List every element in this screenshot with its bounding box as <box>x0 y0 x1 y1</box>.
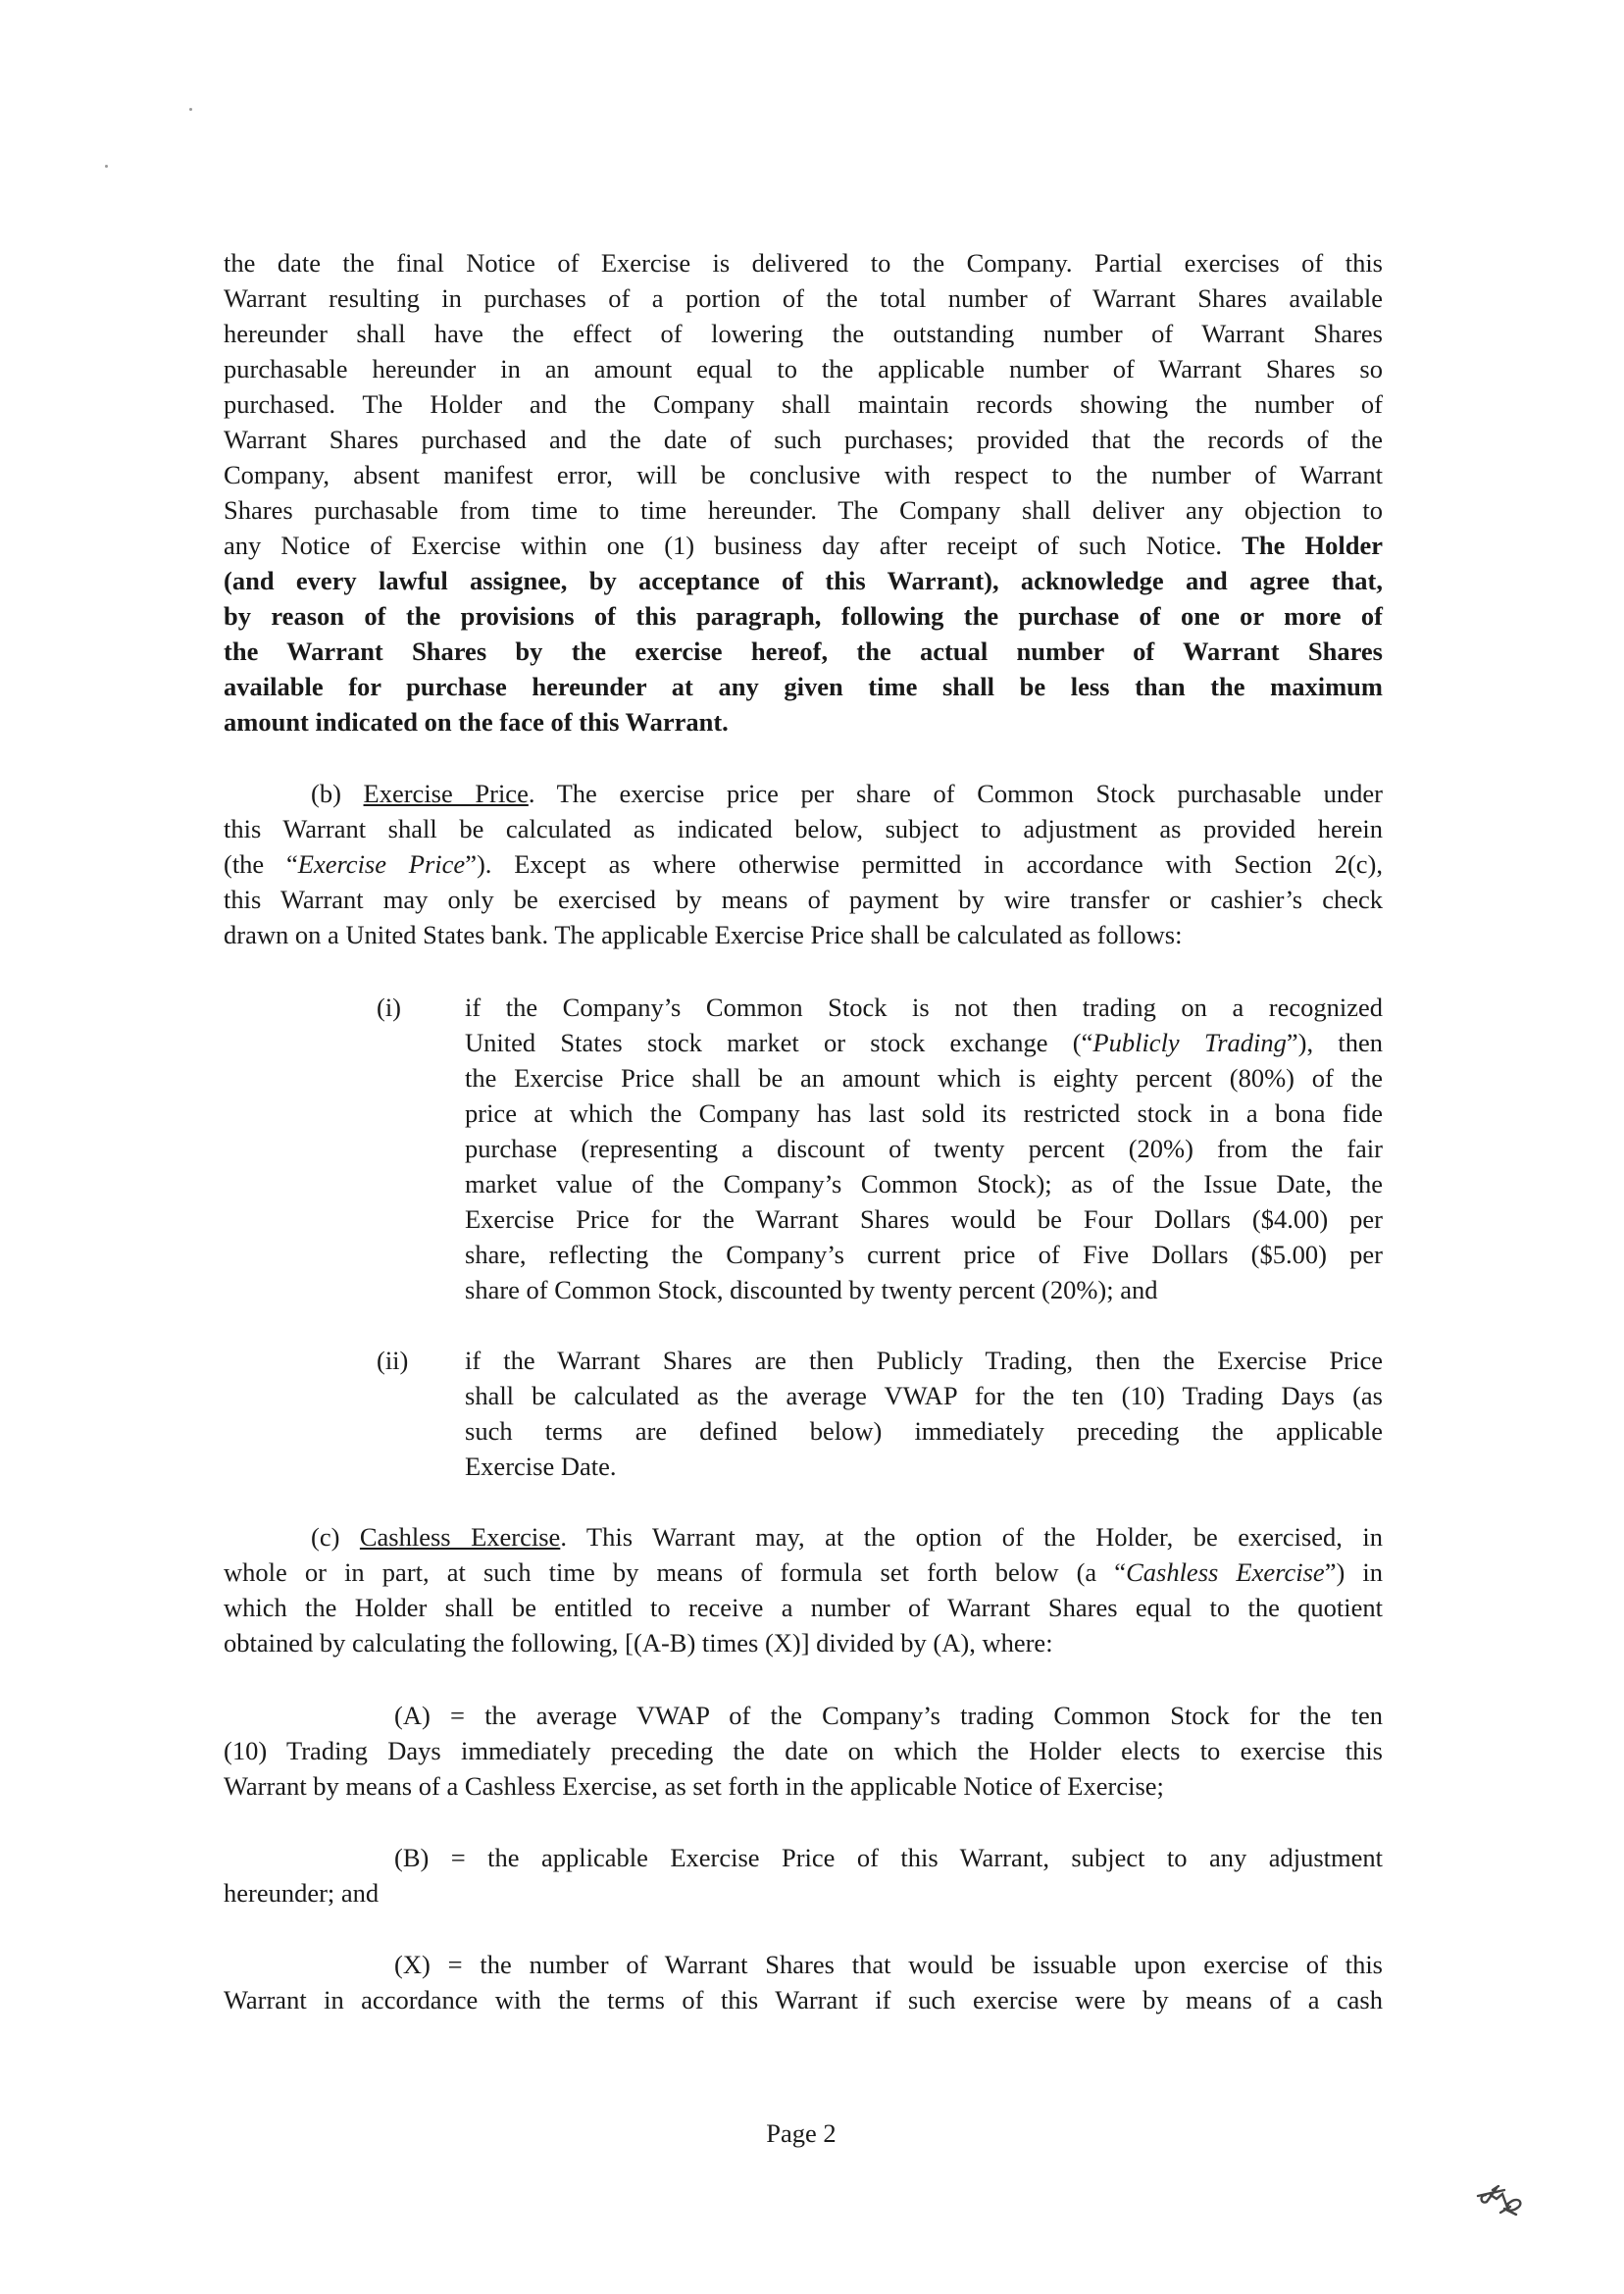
item-label: (ii) <box>377 1346 409 1375</box>
text-line: Exercise Date. <box>465 1452 617 1481</box>
text-line: share, reflecting the Company’s current price of Five Dollars ($5.00) per <box>465 1240 1383 1269</box>
text-line: (B) = the applicable Exercise Price of this Warrant, subject to any adjustment <box>394 1843 1383 1872</box>
text-line: such terms are defined below) immediately preceding the applicable <box>465 1416 1383 1446</box>
text-line: hereunder shall have the effect of lowering the outstanding number of Warrant Shares <box>224 319 1383 348</box>
section-label: (c) <box>311 1522 360 1552</box>
section-exercise-price <box>224 776 1383 952</box>
text-line: shall be calculated as the average VWAP for the ten (10) Trading Days (as <box>465 1381 1383 1410</box>
text: ”) in <box>1324 1557 1384 1587</box>
text-line: purchasable hereunder in an amount equal to the applicable number of Warrant Shares so <box>224 354 1383 383</box>
text-line: this Warrant shall be calculated as indicated below, subject to adjustment as provided herein <box>224 814 1383 843</box>
text-line: Warrant Shares purchased and the date of such purchases; provided that the records of the <box>224 425 1383 454</box>
text-line <box>224 1519 1383 1555</box>
text-line: Warrant resulting in purchases of a portion of the total number of Warrant Shares available <box>224 283 1383 313</box>
text-line: (A) = the average VWAP of the Company’s trading Common Stock for the ten <box>394 1701 1383 1730</box>
text: ”), then <box>1286 1028 1383 1057</box>
text-line <box>224 528 1383 563</box>
section-heading: Cashless Exercise <box>359 1522 561 1552</box>
text-line: if the Company’s Common Stock is not then trading on a recognized <box>465 993 1383 1022</box>
text-line <box>224 846 1383 882</box>
text: ”). Except as where otherwise permitted in accordance with Section 2(c), <box>465 849 1383 879</box>
item-label: (i) <box>377 993 402 1022</box>
text-line: price at which the Company has last sold its restricted stock in a bona fide <box>465 1098 1383 1128</box>
bold-line: by reason of the provisions of this paragraph, following the purchase of one or more of <box>224 601 1383 631</box>
section-label: (b) <box>311 779 364 808</box>
text-line: the date the final Notice of Exercise is delivered to the Company. Partial exercises of this <box>224 248 1383 278</box>
text-line: Warrant by means of a Cashless Exercise, as set forth in the applicable Notice of Exercise; <box>224 1771 1164 1801</box>
item-ii <box>465 1343 1383 1484</box>
text-line: market value of the Company’s Common Stock); as of the Issue Date, the <box>465 1169 1383 1198</box>
text-line: hereunder; and <box>224 1878 380 1908</box>
paragraph-continuation <box>224 245 1383 739</box>
scan-speck <box>189 108 192 111</box>
text: any Notice of Exercise within one (1) business day after receipt of such Notice. <box>224 531 1222 560</box>
text-line: Warrant in accordance with the terms of this Warrant if such exercise were by means of a cash <box>224 1985 1383 2014</box>
bold-line: amount indicated on the face of this Warrant. <box>224 707 729 737</box>
text: United States stock market or stock exchange (“ <box>465 1028 1093 1057</box>
scan-speck <box>105 165 108 168</box>
text-line: Company, absent manifest error, will be conclusive with respect to the number of Warrant <box>224 460 1383 489</box>
text-line: which the Holder shall be entitled to receive a number of Warrant Shares equal to the quotient <box>224 1593 1383 1622</box>
bold-text: The Holder <box>1242 531 1383 560</box>
page-number: Page 2 <box>766 2118 837 2148</box>
bold-line: the Warrant Shares by the exercise hereof, the actual number of Warrant Shares <box>224 637 1383 666</box>
text: . This Warrant may, at the option of the Holder, be exercised, in <box>560 1522 1383 1552</box>
definition-b <box>224 1840 1383 1911</box>
text-line: share of Common Stock, discounted by twenty percent (20%); and <box>465 1275 1158 1304</box>
text-line <box>224 776 1383 811</box>
text-line: Exercise Price for the Warrant Shares would be Four Dollars ($4.00) per <box>465 1204 1383 1234</box>
text-line: (10) Trading Days immediately preceding the date on which the Holder elects to exercise this <box>224 1736 1383 1765</box>
text-line <box>224 1555 1383 1590</box>
text-line: (X) = the number of Warrant Shares that would be issuable upon exercise of this <box>394 1950 1383 1979</box>
text: whole or in part, at such time by means of formula set forth below (a “ <box>224 1557 1127 1587</box>
section-heading: Exercise Price <box>363 779 529 808</box>
bold-line: (and every lawful assignee, by acceptance of this Warrant), acknowledge and agree that, <box>224 566 1383 595</box>
defined-term: Publicly Trading <box>1092 1028 1287 1057</box>
text-line: purchase (representing a discount of twenty percent (20%) from the fair <box>465 1134 1383 1163</box>
text: . The exercise price per share of Common Stock purchasable under <box>528 779 1383 808</box>
initials-signature <box>1471 2185 1530 2218</box>
text-line: this Warrant may only be exercised by means of payment by wire transfer or cashier’s check <box>224 885 1383 914</box>
text-line: purchased. The Holder and the Company shall maintain records showing the number of <box>224 389 1383 419</box>
defined-term: Cashless Exercise <box>1126 1557 1325 1587</box>
section-cashless-exercise <box>224 1519 1383 1660</box>
text-line: Shares purchasable from time to time hereunder. The Company shall deliver any objection to <box>224 495 1383 525</box>
text-line: drawn on a United States bank. The applicable Exercise Price shall be calculated as follows: <box>224 920 1183 949</box>
definition-a <box>224 1698 1383 1804</box>
item-i <box>465 990 1383 1307</box>
definition-x <box>224 1947 1383 2017</box>
bold-line: available for purchase hereunder at any given time shall be less than the maximum <box>224 672 1383 701</box>
text-line: obtained by calculating the following, [(A-B) times (X)] divided by (A), where: <box>224 1628 1053 1657</box>
defined-term: Exercise Price <box>297 849 466 879</box>
text-line: if the Warrant Shares are then Publicly Trading, then the Exercise Price <box>465 1346 1383 1375</box>
text: (the “ <box>224 849 298 879</box>
text-line: the Exercise Price shall be an amount which is eighty percent (80%) of the <box>465 1063 1383 1093</box>
text-line <box>465 1025 1383 1060</box>
